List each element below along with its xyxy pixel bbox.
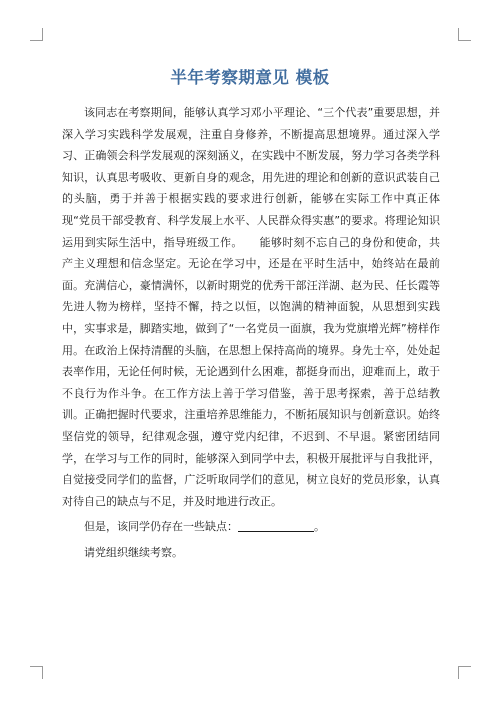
- document-title: 半年考察期意见 模板: [170, 68, 330, 87]
- shortcomings-paragraph: [62, 516, 440, 538]
- shortcomings-blank[interactable]: [238, 519, 314, 532]
- document-body: [62, 102, 440, 563]
- crop-mark-top-left: [30, 28, 43, 41]
- crop-mark-top-right: [458, 28, 471, 41]
- crop-mark-bottom-right: [458, 666, 471, 679]
- evaluation-paragraph: 该同志在考察期间，能够认真学习邓小平理论、“三个代表”重要思想，并深入学习实践科学发展观，注重自身修养，不断提高思想境界。通过深入学习、正确领会科学发展观的深刻涵义，在实践中不断发展，努力学习各类学科知识，认真思考吸收、更新自身的观念，用先进的理论和创新的意识武装自己的头脑，勇于并善于根据实践的要求进行创新，能够在实际工作中真正体现“党员干部受教育、科学发展上水平、人民群众得实惠”的要求。将理论知识运用到实际生活中，指导班级工作。 能够时刻不忘自己的身份和使命，共产主义理想和信念坚定。无论在学习中，还是在平时生活中，始终站在最前面。充满信心，豪情满怀，以新时期党的优秀干部汪洋湖、赵为民、任长霞等先进人物为榜样，坚持不懈，持之以恒，以饱满的精神面貌，从思想到实践中，实事求是，脚踏实地，做到了“一名党员一面旗，我为党旗增光辉”榜样作用。在政治上保持清醒的头脑，在思想上保持高尚的境界。身先士卒，处处起表率作用，无论任何时候，无论遇到什么困难，都挺身而出，迎难而上，敢于不良行为作斗争。在工作方法上善于学习借鉴，善于思考探索，善于总结教训。正确把握时代要求，注重培养思维能力，不断拓展知识与创新意识。始终坚信党的领导，纪律观念强，遵守党内纪律，不迟到、不早退。紧密团结同学，在学习与工作的同时，能够深入到同学中去，积极开展批评与自我批评，自觉接受同学们的监督，广泛听取同学们的意见，树立良好的党员形象，认真对待自己的缺点与不足，并及时地进行改正。: [62, 106, 440, 508]
- closing-paragraph: 请党组织继续考察。: [84, 545, 183, 559]
- shortcomings-prefix: 但是，该同学仍存在一些缺点：: [84, 520, 238, 534]
- shortcomings-suffix: 。: [314, 520, 325, 534]
- crop-mark-bottom-left: [30, 666, 43, 679]
